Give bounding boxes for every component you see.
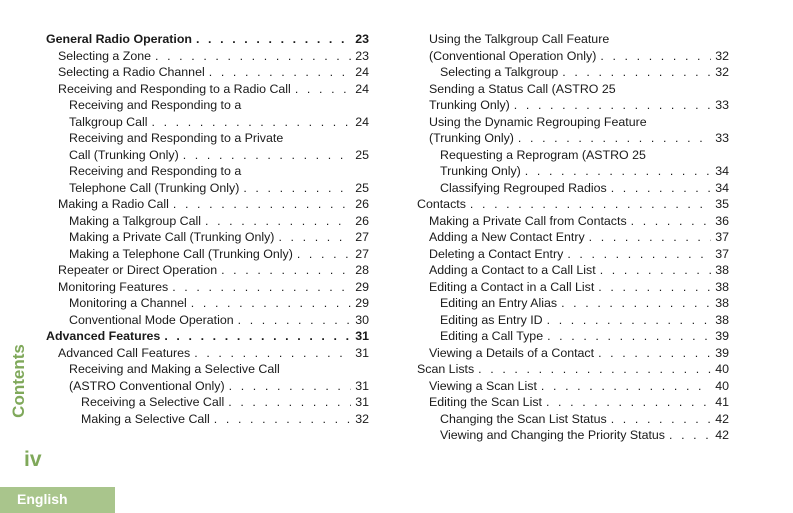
toc-page-number: 23 (355, 32, 369, 46)
toc-entry-title-line: Making a Private Call from Contacts (429, 213, 627, 228)
toc-entry[interactable] (46, 229, 369, 246)
toc-entry[interactable] (46, 246, 369, 263)
toc-entry-title-line: Using the Dynamic Regrouping Feature (429, 114, 647, 129)
toc-entry-title-line: (Trunking Only) (429, 131, 514, 145)
toc-entry-title-line: Viewing a Details of a Contact (429, 345, 595, 360)
dot-leader (205, 213, 351, 230)
toc-entry[interactable] (46, 411, 369, 428)
toc-entry-title-line: Making a Telephone Call (Trunking Only) (69, 246, 293, 261)
toc-entry[interactable] (417, 64, 729, 81)
dot-leader (196, 31, 351, 48)
dot-leader (152, 114, 352, 131)
toc-page-number: 32 (715, 65, 729, 79)
side-tab (9, 342, 29, 420)
toc-entry-title-line: Conventional Mode Operation (69, 312, 234, 327)
toc-entry-title-line: Requesting a Reprogram (ASTRO 25 (440, 147, 646, 162)
toc-entry-title-line: Monitoring Features (58, 279, 169, 294)
toc-entry[interactable] (417, 312, 729, 329)
toc-page-number: 40 (715, 378, 729, 393)
dot-leader (589, 229, 712, 246)
dot-leader (278, 229, 351, 246)
dot-leader (541, 378, 711, 395)
toc-left-column (46, 31, 369, 427)
toc-entry-title-line: Sending a Status Call (ASTRO 25 (429, 81, 616, 96)
toc-entry[interactable] (46, 328, 369, 345)
toc-entry[interactable] (46, 163, 369, 196)
toc-entry-title-line: Editing a Call Type (440, 329, 544, 343)
dot-leader (214, 411, 351, 428)
toc-entry[interactable] (46, 48, 369, 65)
toc-page-number: 42 (715, 428, 729, 442)
toc-page-number: 39 (715, 329, 729, 343)
toc-entry-title-line: Receiving and Making a Selective Call (69, 362, 280, 376)
toc-page-number: 38 (715, 279, 729, 294)
toc-entry[interactable] (46, 130, 369, 163)
dot-leader (297, 246, 351, 263)
toc-page-number: 38 (715, 296, 729, 310)
toc-entry-title-line: Viewing and Changing the Priority Status (440, 428, 666, 442)
toc-page-number: 34 (715, 180, 729, 195)
toc-page-number: 25 (355, 180, 369, 195)
dot-leader (611, 411, 712, 428)
toc-page-number: 26 (355, 197, 369, 211)
toc-entry-title-line: Selecting a Talkgroup (440, 65, 559, 79)
toc-page-number: 40 (715, 362, 729, 376)
toc-page-number: 30 (355, 312, 369, 327)
dot-leader (567, 246, 711, 263)
toc-entry[interactable] (417, 411, 729, 428)
toc-entry[interactable] (46, 312, 369, 329)
toc-entry[interactable] (417, 81, 729, 114)
toc-page-number: 24 (355, 114, 369, 129)
toc-page-number: 33 (715, 98, 729, 112)
toc-entry-title-line: Receiving and Responding to a (69, 164, 242, 178)
dot-leader (518, 130, 711, 147)
toc-page-number: 37 (715, 230, 729, 244)
toc-page-number: 23 (355, 48, 369, 63)
toc-entry[interactable] (46, 196, 369, 213)
dot-leader (209, 64, 351, 81)
toc-entry[interactable] (46, 345, 369, 362)
toc-entry-title-line: Scan Lists (417, 362, 475, 376)
toc-entry[interactable] (417, 31, 729, 64)
toc-entry-title-line: Receiving and Responding to a Private (69, 131, 284, 145)
toc-page-number: 39 (715, 345, 729, 360)
dot-leader (514, 97, 711, 114)
toc-entry[interactable] (417, 394, 729, 411)
toc-entry[interactable] (46, 97, 369, 130)
toc-page-number: 24 (355, 81, 369, 96)
toc-entry-title-line: Making a Selective Call (81, 411, 210, 426)
toc-entry[interactable] (46, 213, 369, 230)
toc-entry[interactable] (46, 361, 369, 394)
toc-page-number: 31 (355, 345, 369, 360)
toc-entry[interactable] (417, 328, 729, 345)
toc-page-number: 29 (355, 279, 369, 294)
toc-entry[interactable] (417, 361, 729, 378)
toc-entry[interactable] (46, 394, 369, 411)
toc-entry[interactable] (417, 246, 729, 263)
toc-entry[interactable] (417, 345, 729, 362)
dot-leader (229, 378, 352, 395)
toc-page-number: 38 (715, 312, 729, 327)
toc-page-number: 36 (715, 213, 729, 228)
toc-entry-title-line: Trunking Only) (440, 164, 521, 178)
dot-leader (173, 196, 351, 213)
toc-page-number: 32 (355, 411, 369, 426)
page-number: iv (24, 448, 42, 471)
toc-page-number: 27 (355, 230, 369, 244)
dot-leader (600, 48, 711, 65)
toc-page-number: 33 (715, 131, 729, 145)
toc-entry-title-line: Selecting a Radio Channel (58, 65, 205, 79)
toc-page-number: 28 (355, 263, 369, 277)
toc-entry[interactable] (417, 147, 729, 180)
toc-entry-title-line: Receiving a Selective Call (81, 395, 225, 409)
toc-entry[interactable] (417, 213, 729, 230)
dot-leader (295, 81, 351, 98)
toc-page-number: 25 (355, 147, 369, 162)
dot-leader (598, 345, 711, 362)
toc-entry[interactable] (46, 262, 369, 279)
toc-entry-title-line: Monitoring a Channel (69, 296, 187, 310)
language-label: English (17, 491, 68, 507)
toc-entry-title-line: General Radio Operation (46, 32, 192, 46)
toc-entry-title-line: Making a Talkgroup Call (69, 213, 202, 228)
toc-entry-title-line: Editing a Contact in a Call List (429, 279, 595, 294)
toc-entry[interactable] (417, 180, 729, 197)
toc-entry[interactable] (417, 196, 729, 213)
toc-entry-title-line: Advanced Features (46, 329, 161, 343)
toc-entry[interactable] (46, 279, 369, 296)
dot-leader (164, 328, 351, 345)
toc-entry-title-line: Call (Trunking Only) (69, 147, 179, 162)
dot-leader (191, 295, 351, 312)
toc-entry-title-line: Deleting a Contact Entry (429, 246, 564, 261)
dot-leader (600, 262, 712, 279)
toc-page-number: 27 (355, 246, 369, 261)
dot-leader (611, 180, 712, 197)
dot-leader (547, 328, 711, 345)
toc-entry[interactable] (46, 31, 369, 48)
toc-entry-title-line: Talkgroup Call (69, 114, 148, 129)
toc-page-number: 38 (715, 263, 729, 277)
toc-entry-title-line: Viewing a Scan List (429, 378, 537, 393)
dot-leader (598, 279, 711, 296)
toc-entry-title-line: (ASTRO Conventional Only) (69, 378, 225, 393)
dot-leader (470, 196, 711, 213)
dot-leader (194, 345, 351, 362)
language-bar (0, 487, 115, 513)
toc-entry[interactable] (417, 229, 729, 246)
toc-entry-title-line: Editing an Entry Alias (440, 296, 558, 310)
toc-entry-title-line: Editing the Scan List (429, 395, 542, 409)
toc-entry-title-line: (Conventional Operation Only) (429, 48, 597, 63)
toc-page-number: 42 (715, 411, 729, 426)
dot-leader (221, 262, 351, 279)
side-tab-label: Contents (9, 344, 28, 418)
dot-leader (547, 312, 712, 329)
toc-entry[interactable] (417, 295, 729, 312)
dot-leader (228, 394, 351, 411)
dot-leader (172, 279, 351, 296)
toc-entry-title-line: Making a Radio Call (58, 197, 169, 211)
dot-leader (631, 213, 712, 230)
toc-page-number: 26 (355, 213, 369, 228)
toc-entry-title-line: Using the Talkgroup Call Feature (429, 32, 610, 46)
dot-leader (562, 64, 711, 81)
toc-page-number: 31 (355, 378, 369, 393)
toc-entry-title-line: Changing the Scan List Status (440, 411, 607, 426)
dot-leader (525, 163, 711, 180)
toc-entry-title-line: Contacts (417, 197, 466, 211)
toc-entry[interactable] (46, 64, 369, 81)
toc-entry[interactable] (46, 295, 369, 312)
toc-entry-title-line: Making a Private Call (Trunking Only) (69, 230, 275, 244)
toc-right-column (417, 31, 729, 444)
dot-leader (561, 295, 711, 312)
toc-page-number: 37 (715, 246, 729, 261)
dot-leader (546, 394, 711, 411)
toc-page-number: 31 (355, 329, 369, 343)
toc-entry-title-line: Adding a New Contact Entry (429, 230, 585, 244)
toc-entry[interactable] (417, 279, 729, 296)
dot-leader (243, 180, 351, 197)
toc-page-number: 32 (715, 48, 729, 63)
toc-page-number: 29 (355, 296, 369, 310)
toc-entry-title-line: Adding a Contact to a Call List (429, 263, 596, 277)
dot-leader (238, 312, 352, 329)
dot-leader (155, 48, 351, 65)
toc-page-number: 34 (715, 164, 729, 178)
toc-entry[interactable] (417, 262, 729, 279)
toc-page-number: 41 (715, 395, 729, 409)
toc-entry-title-line: Advanced Call Features (58, 345, 191, 360)
toc-page-number: 31 (355, 395, 369, 409)
toc-entry[interactable] (417, 114, 729, 147)
toc-entry-title-line: Selecting a Zone (58, 48, 151, 63)
toc-entry-title-line: Classifying Regrouped Radios (440, 180, 607, 195)
dot-leader (183, 147, 351, 164)
toc-entry-title-line: Repeater or Direct Operation (58, 263, 218, 277)
toc-entry-title-line: Receiving and Responding to a (69, 98, 242, 112)
toc-entry-title-line: Telephone Call (Trunking Only) (69, 180, 240, 195)
toc-entry[interactable] (46, 81, 369, 98)
toc-page-number: 35 (715, 197, 729, 211)
dot-leader (669, 427, 711, 444)
toc-entry-title-line: Receiving and Responding to a Radio Call (58, 81, 291, 96)
toc-entry[interactable] (417, 427, 729, 444)
toc-entry-title-line: Editing as Entry ID (440, 312, 543, 327)
toc-entry[interactable] (417, 378, 729, 395)
toc-page-number: 24 (355, 65, 369, 79)
toc-entry-title-line: Trunking Only) (429, 98, 510, 112)
dot-leader (478, 361, 711, 378)
